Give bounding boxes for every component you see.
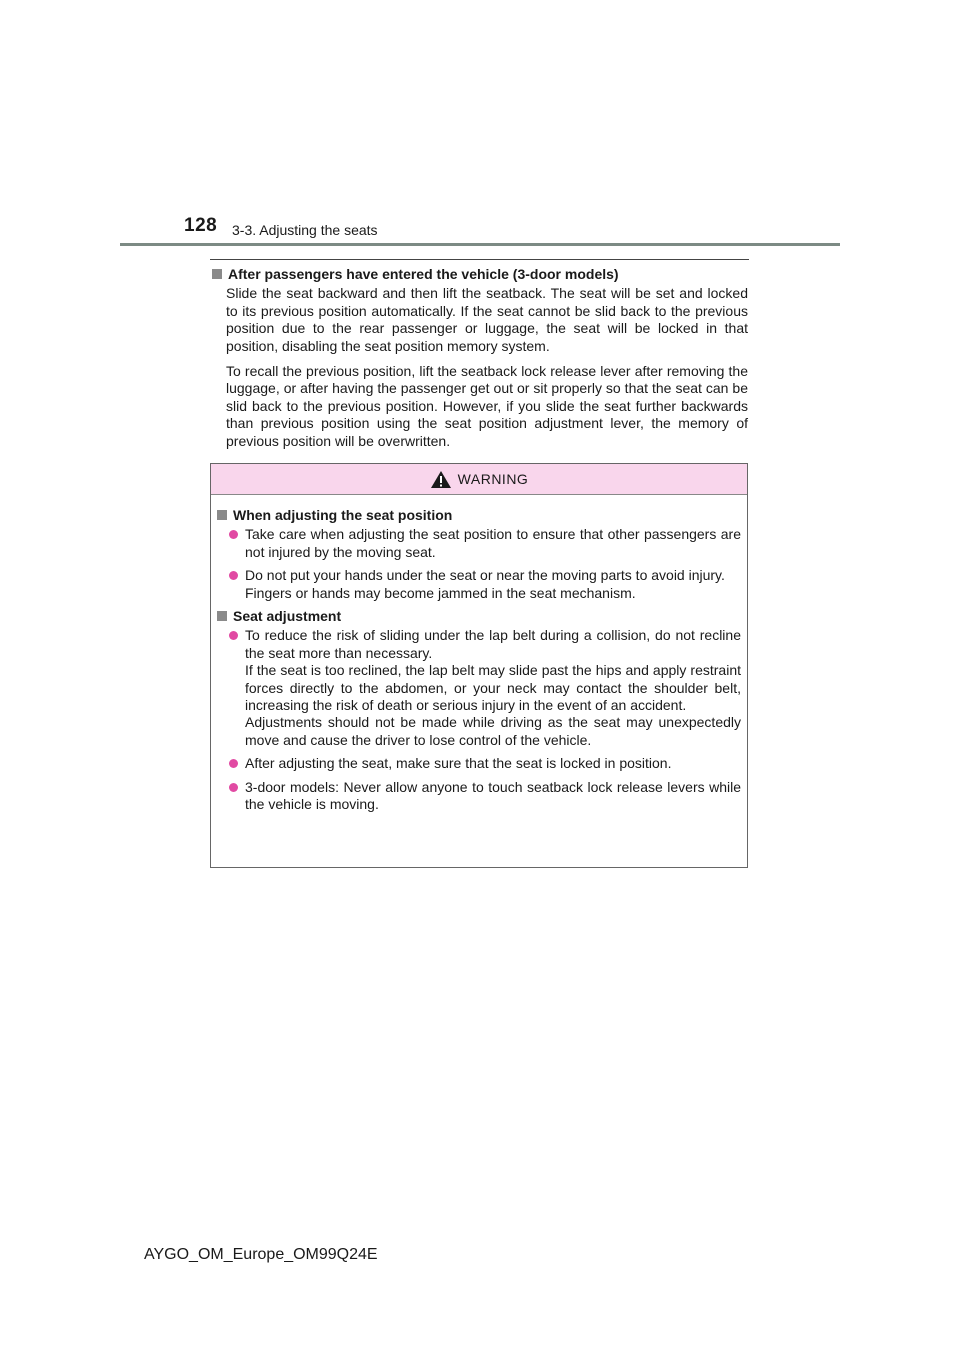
section-title: 3-3. Adjusting the seats	[232, 222, 378, 238]
topic-content	[210, 266, 748, 458]
bullet-line: If the seat is too reclined, the lap belt may slide past the hips and apply restraint forces directly to the abdomen, or your neck may contact the shoulder belt, increasing the risk of death or serious injury in the event of an accident.	[245, 662, 741, 714]
footer-doc-id: AYGO_OM_Europe_OM99Q24E	[144, 1246, 378, 1263]
header-rule	[120, 243, 840, 246]
warning-bullet	[229, 567, 741, 602]
bullet-line: Fingers or hands may become jammed in the seat mechanism.	[245, 584, 636, 601]
bullet-line: Take care when adjusting the seat position to ensure that other passengers are not injured by the moving seat.	[245, 526, 741, 560]
warning-bullet	[229, 526, 741, 561]
warning-bullet	[229, 755, 741, 772]
topic-rule	[210, 259, 749, 260]
warning-body	[211, 495, 747, 814]
topic-paragraph: Slide the seat backward and then lift the seatback. The seat will be set and locked to its previous position automatically. If the seat cannot be slid back to the previous position due to the rear passenger or luggage, the seat will be locked in that position, disabling the seat position memory system.	[226, 285, 748, 354]
warning-bullet	[229, 627, 741, 749]
bullet-line: Adjustments should not be made while driving as the seat may unexpectedly move and cause the driver to lose control of the vehicle.	[245, 714, 741, 748]
square-bullet-icon	[217, 510, 227, 520]
round-bullet-icon	[229, 759, 238, 768]
topic-heading-text: After passengers have entered the vehicle (3-door models)	[228, 266, 619, 282]
warning-section-heading	[217, 608, 741, 625]
round-bullet-icon	[229, 631, 238, 640]
page-number: 128	[184, 215, 218, 236]
round-bullet-icon	[229, 530, 238, 539]
warning-bullet-text	[245, 779, 741, 814]
round-bullet-icon	[229, 571, 238, 580]
warning-bullet-text	[245, 627, 741, 749]
round-bullet-icon	[229, 783, 238, 792]
warning-bullet	[229, 779, 741, 814]
warning-triangle-icon	[430, 470, 452, 489]
warning-title: WARNING	[457, 471, 529, 487]
warning-header	[211, 464, 747, 495]
warning-section-heading	[217, 507, 741, 524]
bullet-line: To reduce the risk of sliding under the lap belt during a collision, do not recline the seat more than necessary.	[245, 627, 741, 661]
topic-heading	[210, 266, 748, 283]
bullet-line: Do not put your hands under the seat or near the moving parts to avoid injury.	[245, 567, 725, 584]
bullet-line: 3-door models: Never allow anyone to touch seatback lock release levers while the vehicle is moving.	[245, 778, 741, 813]
warning-box	[210, 463, 748, 868]
bullet-line: After adjusting the seat, make sure that the seat is locked in position.	[245, 755, 672, 772]
topic-paragraph: To recall the previous position, lift the seatback lock release lever after removing the luggage, or after having the passenger get out or sit properly so that the seat can be slid back to the previous position. However, if you slide the seat further backwards than previous position using the seat position adjustment lever, the memory of previous position will be overwritten.	[226, 363, 748, 449]
warning-bullet-text	[245, 526, 741, 561]
warning-bullet-text	[245, 755, 741, 772]
warning-section-heading-text: When adjusting the seat position	[233, 507, 453, 523]
warning-bullet-text	[245, 567, 741, 602]
square-bullet-icon	[212, 269, 222, 279]
square-bullet-icon	[217, 611, 227, 621]
warning-section-heading-text: Seat adjustment	[233, 608, 342, 625]
